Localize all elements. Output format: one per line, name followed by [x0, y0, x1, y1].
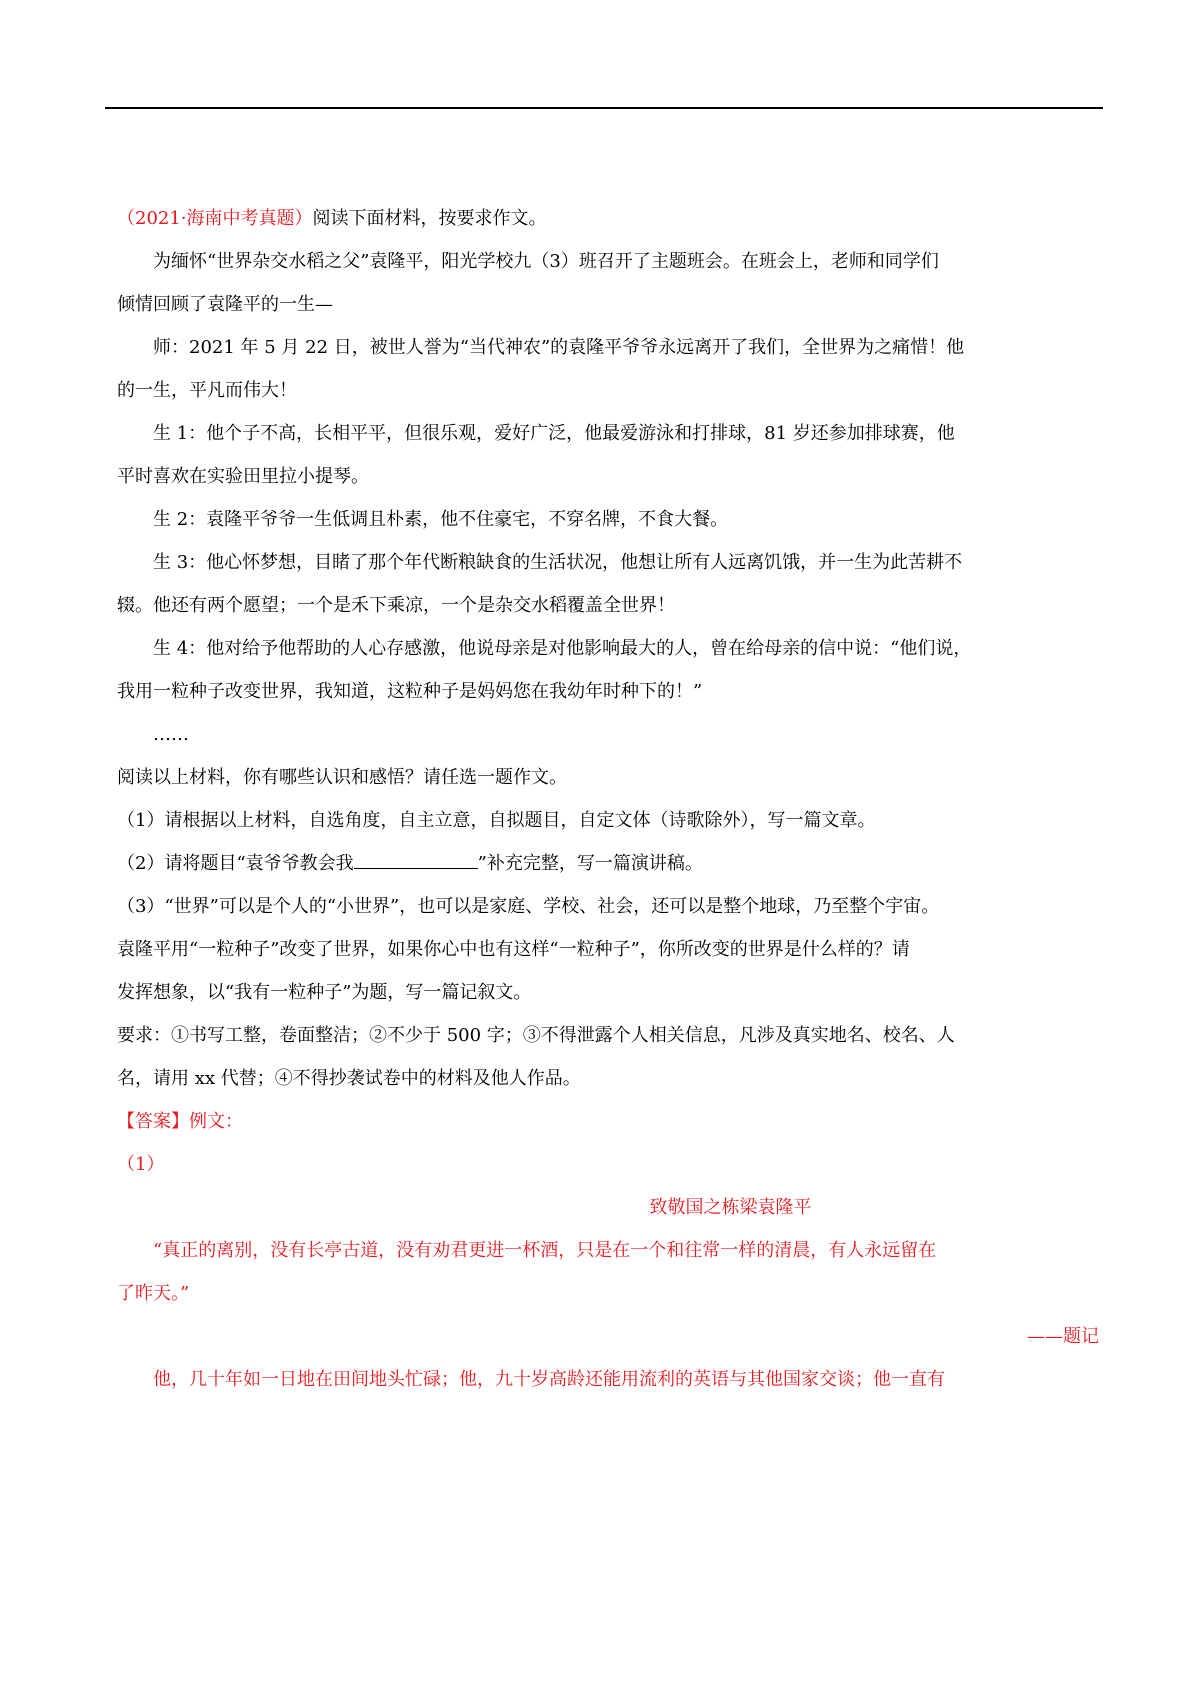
task-option-2-before: （2）请将题目“袁爷爷教会我 [117, 853, 354, 874]
task-option-2 [117, 845, 1099, 882]
student4-line-cont: 我用一粒种子改变世界，我知道，这粒种子是妈妈您在我幼年时种下的！” [117, 681, 703, 702]
requirements: 要求：①书写工整，卷面整洁；②不少于 500 字；③不得泄露个人相关信息，凡涉及真实地名、校名、人 [117, 1025, 955, 1046]
answer-label: 例文： [189, 1111, 243, 1132]
answer-number: （1） [117, 1154, 165, 1175]
material-ellipsis: …… [153, 724, 189, 745]
student2-line: 生 2：袁隆平爷爷一生低调且朴素，他不住豪宅，不穿名牌，不食大餐。 [153, 509, 729, 530]
task-option-3-cont: 袁隆平用“一粒种子”改变了世界，如果你心中也有这样“一粒种子”，你所改变的世界是什么样的？请 [117, 939, 910, 960]
answer-tag: 【答案】 [117, 1111, 189, 1132]
task-option-2-after: ”补充完整，写一篇演讲稿。 [477, 853, 703, 874]
epigraph-attribution: ——题记 [1027, 1326, 1099, 1347]
student1-line-cont: 平时喜欢在实验田里拉小提琴。 [117, 466, 369, 487]
task-option-3-cont2: 发挥想象，以“我有一粒种子”为题，写一篇记叙文。 [117, 982, 532, 1003]
material-intro: 为缅怀“世界杂交水稻之父”袁隆平，阳光学校九（3）班召开了主题班会。在班会上，老师和同学们 [153, 251, 939, 272]
epigraph-quote: “真正的离别，没有长亭古道，没有劝君更进一杯酒，只是在一个和往常一样的清晨，有人永远留在 [153, 1240, 937, 1261]
epigraph-quote-cont: 了昨天。” [117, 1283, 190, 1304]
answer-section [117, 1103, 1099, 1398]
document-body [117, 200, 1099, 1404]
material-intro-cont: 倾情回顾了袁隆平的一生— [117, 294, 333, 315]
question-prompt: 阅读下面材料，按要求作文。 [312, 208, 547, 229]
student3-line: 生 3：他心怀梦想，目睹了那个年代断粮缺食的生活状况，他想让所有人远离饥饿，并一生为此苦耕不 [153, 552, 963, 573]
teacher-line-cont: 的一生，平凡而伟大！ [117, 380, 297, 401]
task-option-3: （3）“世界”可以是个人的“小世界”，也可以是家庭、学校、社会，还可以是整个地球，乃至整个宇宙。 [117, 896, 940, 917]
task-option-1: （1）请根据以上材料，自选角度，自主立意，自拟题目，自定文体（诗歌除外），写一篇文章。 [117, 810, 876, 831]
student4-line: 生 4：他对给予他帮助的人心存感激，他说母亲是对他影响最大的人，曾在给母亲的信中说：“他们说， [153, 638, 972, 659]
material-section [117, 243, 1099, 753]
task-lead: 阅读以上材料，你有哪些认识和感悟？请任选一题作文。 [117, 767, 567, 788]
essay-body: 他，几十年如一日地在田间地头忙碌；他，九十岁高龄还能用流利的英语与其他国家交谈；他一直有 [153, 1369, 945, 1390]
essay-title: 致敬国之栋梁袁隆平 [649, 1197, 812, 1218]
fill-in-blank [354, 850, 478, 869]
header-rule [105, 107, 1103, 109]
source-tag: （2021·海南中考真题） [117, 208, 313, 229]
requirements-cont: 名，请用 xx 代替；④不得抄袭试卷中的材料及他人作品。 [117, 1068, 581, 1089]
answer-heading [117, 1103, 1099, 1140]
question-heading [117, 200, 1099, 237]
student1-line: 生 1：他个子不高，长相平平，但很乐观，爱好广泛，他最爱游泳和打排球，81 岁还参加排球赛，他 [153, 423, 955, 444]
task-section [117, 759, 1099, 1097]
student3-line-cont: 辍。他还有两个愿望；一个是禾下乘凉，一个是杂交水稻覆盖全世界！ [117, 595, 675, 616]
teacher-line: 师：2021 年 5 月 22 日，被世人誉为“当代神农”的袁隆平爷爷永远离开了我们，全世界为之痛惜！他 [153, 337, 965, 358]
